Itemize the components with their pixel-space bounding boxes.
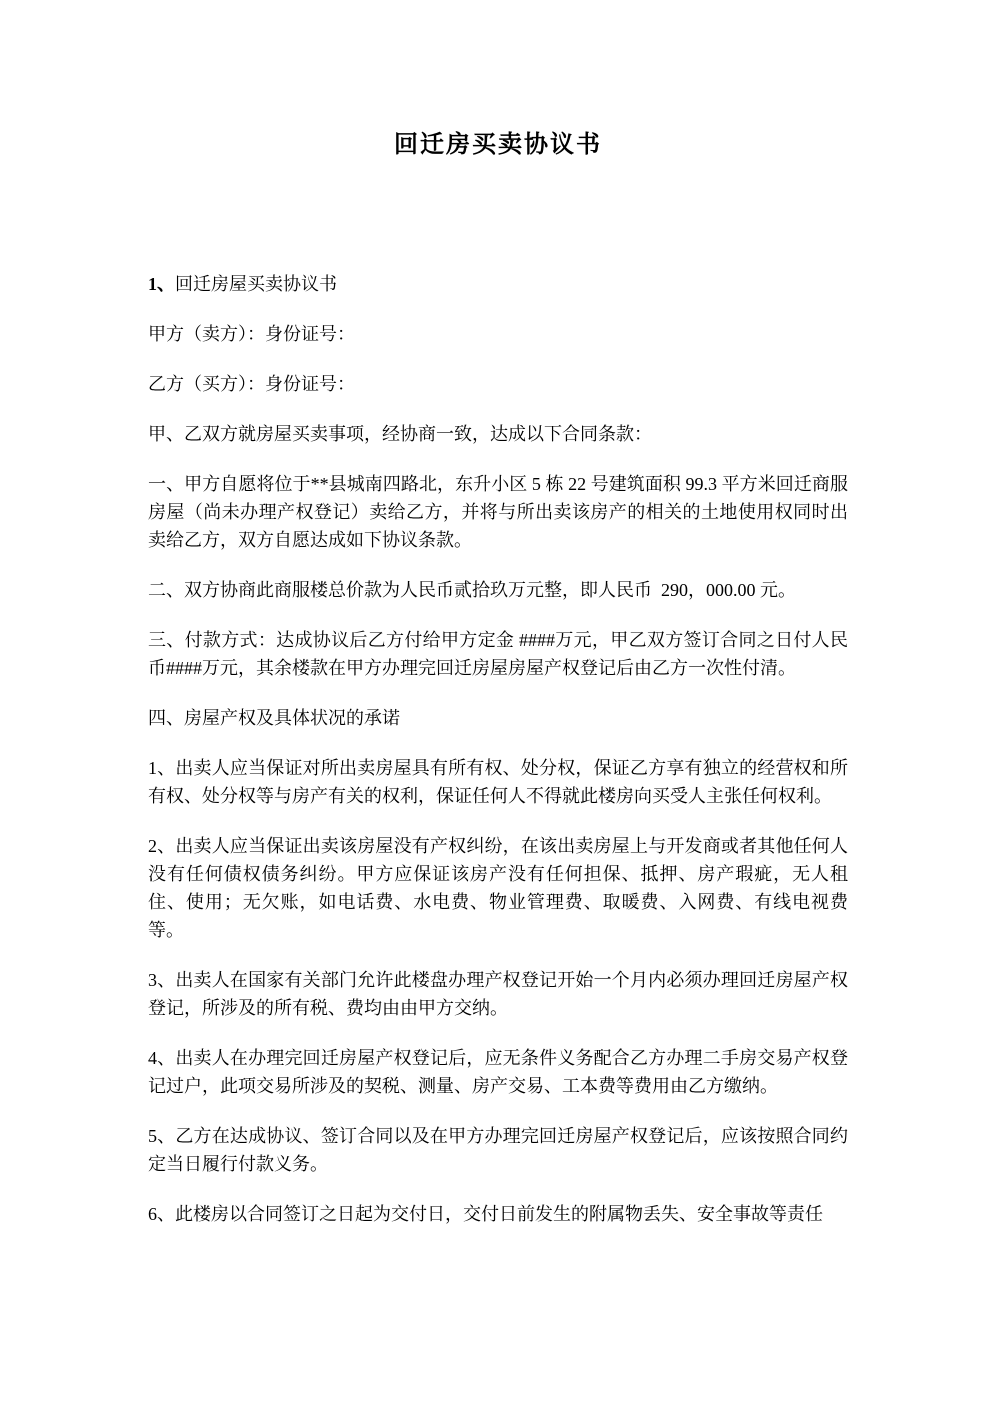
paragraph-preamble: 甲、乙双方就房屋买卖事项，经协商一致，达成以下合同条款： [148, 424, 652, 444]
paragraph-party-a: 甲方（卖方）：身份证号： [148, 324, 355, 344]
paragraph-party-b: 乙方（买方）：身份证号： [148, 374, 355, 394]
clause-4-item-3-registration-obligation: 3、出卖人在国家有关部门允许此楼盘办理产权登记开始一个月内必须办理回迁房屋产权登记，所涉及的所有税、费均由由甲方交纳。 [148, 970, 848, 1018]
clause-3-payment-method: 三、付款方式：达成协议后乙方付给甲方定金 ####万元，甲乙双方签订合同之日付人民币####万元，其余楼款在甲方办理完回迁房屋房屋产权登记后由乙方一次性付清。 [148, 630, 848, 678]
clause-2-total-price: 二、双方协商此商服楼总价款为人民币贰拾玖万元整，即人民币 290，000.00 元。 [148, 580, 796, 600]
clause-4-item-2-no-disputes: 2、出卖人应当保证出卖该房屋没有产权纠纷，在该出卖房屋上与开发商或者其他任何人没有任何债权债务纠纷。甲方应保证该房产没有任何担保、抵押、房产瑕疵，无人租住、使用；无欠账，如电话费、水电费、物业管理费、取暖费、入网费、有线电视费等。 [148, 836, 848, 940]
clause-4-item-6-delivery-date: 6、此楼房以合同签订之日起为交付日，交付日前发生的附属物丢失、安全事故等责任 [148, 1204, 823, 1224]
clause-4-item-1-ownership-guarantee: 1、出卖人应当保证对所出卖房屋具有所有权、处分权，保证乙方享有独立的经营权和所有权、处分权等与房产有关的权利，保证任何人不得就此楼房向买受人主张任何权利。 [148, 758, 848, 806]
section-heading [148, 270, 848, 298]
section-heading-text: 回迁房屋买卖协议书 [175, 274, 337, 294]
clause-1-property-description: 一、甲方自愿将位于**县城南四路北，东升小区 5 栋 22 号建筑面积 99.3 平方米回迁商服房屋（尚未办理产权登记）卖给乙方，并将与所出卖该房产的相关的土地使用权同时出卖给乙方，双方自愿达成如下协议条款。 [148, 474, 848, 550]
section-heading-number: 1、 [148, 274, 175, 294]
document-title: 回迁房买卖协议书 [394, 132, 602, 158]
clause-4-item-4-transfer-cooperation: 4、出卖人在办理完回迁房屋产权登记后，应无条件义务配合乙方办理二手房交易产权登记过户，此项交易所涉及的契税、测量、房产交易、工本费等费用由乙方缴纳。 [148, 1048, 848, 1096]
clause-4-item-5-payment-obligation: 5、乙方在达成协议、签订合同以及在甲方办理完回迁房屋产权登记后，应该按照合同约定当日履行付款义务。 [148, 1126, 848, 1174]
clause-4-heading-property-rights: 四、房屋产权及具体状况的承诺 [148, 708, 400, 728]
